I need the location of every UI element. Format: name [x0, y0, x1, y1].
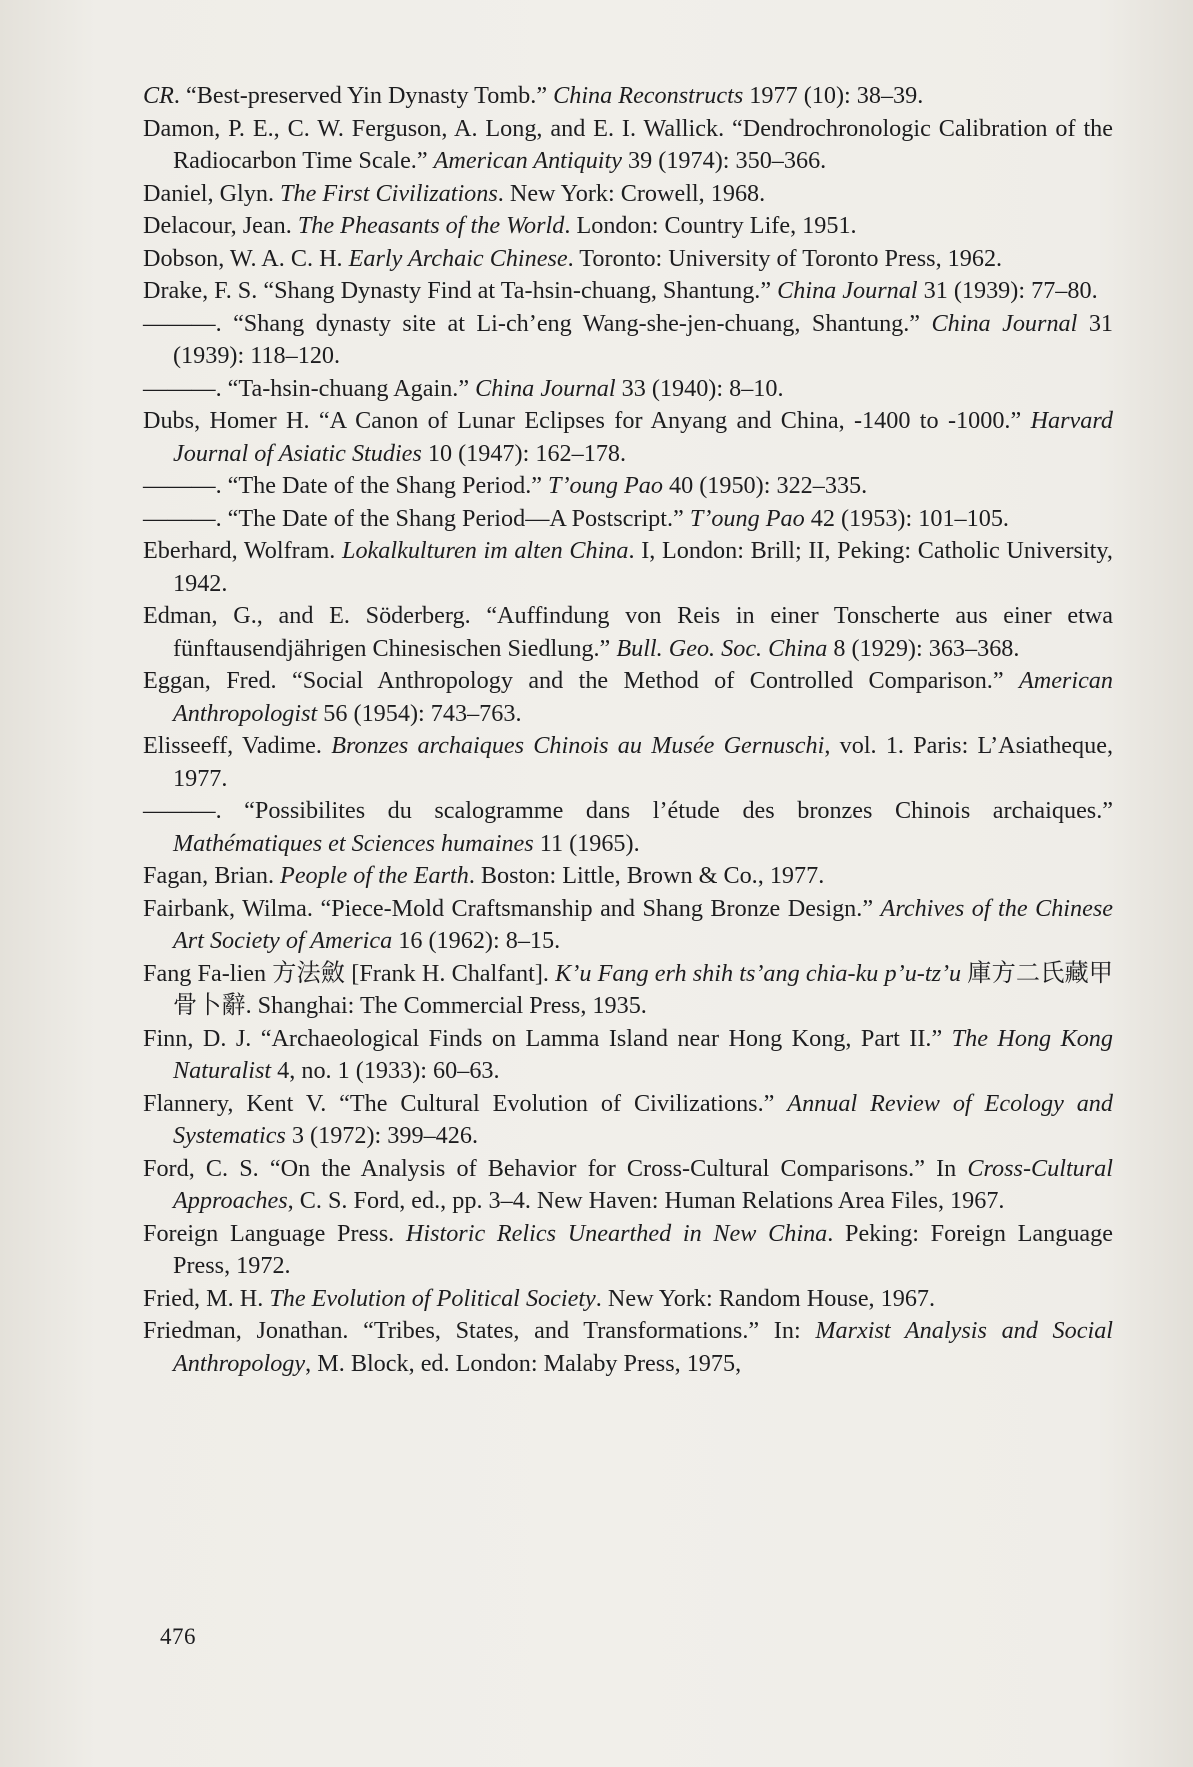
entry-text: 3 (1972): 399–426. [285, 1122, 479, 1149]
bibliography-entry [143, 1153, 1113, 1218]
entry-text: ———. “The Date of the Shang Period.” [143, 472, 549, 499]
bibliography-entry [143, 1315, 1113, 1380]
entry-text: Ford, C. S. “On the Analysis of Behavior for Cross-Cultural Comparisons.” In [143, 1154, 968, 1182]
entry-text: . Toronto: University of Toronto Press, 1962. [567, 244, 1003, 272]
bibliography-entry [143, 503, 1113, 536]
entry-text: ———. “The Date of the Shang Period—A Postscript.” [143, 504, 690, 532]
bibliography-entry [143, 1283, 1113, 1316]
entry-text: . New York: Crowell, 1968. [497, 179, 766, 207]
bibliography-entry [143, 1088, 1113, 1153]
bibliography-entry [143, 1218, 1113, 1283]
bibliography-entry [143, 210, 1113, 243]
entry-text: 39 (1974): 350–366. [621, 147, 827, 174]
entry-text: Foreign Language Press. [143, 1219, 406, 1247]
entry-text: Finn, D. J. “Archaeological Finds on Lamma Island near Hong Kong, Part II.” [143, 1024, 952, 1052]
entry-text: 8 (1929): 363–368. [827, 634, 1020, 662]
entry-text: ———. “Possibilites du scalogramme dans l’étude des bronzes Chinois archaiques.” [143, 797, 1113, 824]
page-number: 476 [160, 1624, 196, 1649]
bibliography-entry [143, 275, 1113, 308]
entry-text: . I, London: Brill; II, Peking: Catholic University, 1942. [173, 537, 1113, 597]
entry-text: 4, no. 1 (1933): 60–63. [271, 1057, 500, 1084]
entry-text: 1977 (10): 38–39. [743, 82, 924, 109]
entry-text: 10 (1947): 162–178. [421, 439, 627, 467]
entry-title-italic: The Hong Kong Naturalist [173, 1024, 1113, 1084]
bibliography-entry [143, 243, 1113, 276]
entry-text: Flannery, Kent V. “The Cultural Evolution of Civilizations.” [143, 1089, 788, 1117]
entry-title-italic: Harvard Journal of Asiatic Studies [173, 407, 1113, 467]
entry-title-italic: The First Civilizations [280, 179, 498, 207]
bibliography-entry [143, 535, 1113, 600]
entry-title-italic: Bull. Geo. Soc. China [616, 634, 828, 662]
entry-text: . New York: Random House, 1967. [595, 1284, 936, 1312]
entry-text: . Peking: Foreign Language Press, 1972. [173, 1219, 1114, 1279]
entry-text: . “Best-preserved Yin Dynasty Tomb.” [173, 82, 554, 109]
entry-text: Edman, G., and E. Söderberg. “Auffindung von Reis in einer Tonscherte aus einer etwa fünftausendjährigen Chinesischen Siedlung.” [143, 602, 1113, 662]
entry-text: Fang Fa-lien 方法斂 [Frank H. Chalfant]. [143, 959, 556, 987]
bibliography-entry [143, 730, 1113, 795]
entry-title-italic: Archives of the Chinese Art Society of America [173, 894, 1114, 954]
entry-title-italic: China Reconstructs [553, 82, 744, 109]
entry-text: Elisseeff, Vadime. [143, 732, 332, 759]
entry-text: 庫方二氏藏甲骨卜辭. Shanghai: The Commercial Press, 1935. [173, 959, 1113, 1019]
entry-text: 16 (1962): 8–15. [392, 927, 561, 954]
bibliography-entry [143, 665, 1113, 730]
entry-title-italic: Lokalkulturen im alten China [342, 537, 629, 564]
entry-text: Eggan, Fred. “Social Anthropology and the Method of Controlled Comparison.” [143, 667, 1019, 694]
bibliography-entry [143, 373, 1113, 406]
entry-text: Dobson, W. A. C. H. [143, 244, 349, 272]
entry-text: . London: Country Life, 1951. [564, 212, 857, 239]
bibliography-entry [143, 405, 1113, 470]
entry-title-italic: American Anthropologist [173, 667, 1113, 727]
entry-text: 56 (1954): 743–763. [317, 699, 522, 727]
bibliography-entry [143, 80, 1113, 113]
entry-title-italic: Cross-Cultural Approaches [173, 1154, 1113, 1214]
entry-title-italic: The Pheasants of the World [297, 212, 565, 239]
entry-title-italic: Mathématiques et Sciences humaines [173, 829, 534, 857]
entry-title-italic: Annual Review of Ecology and Systematics [173, 1089, 1113, 1149]
entry-text: 33 (1940): 8–10. [615, 374, 784, 402]
bibliography-entry [143, 958, 1113, 1023]
entry-text: , M. Block, ed. London: Malaby Press, 1975, [305, 1349, 742, 1377]
bibliography-entry [143, 893, 1113, 958]
bibliography-entry [143, 470, 1113, 503]
entry-text: , vol. 1. Paris: L’Asiatheque, 1977. [173, 732, 1113, 792]
bibliography-entry [143, 308, 1113, 373]
bibliography-list [143, 80, 1113, 1380]
bibliography-entry [143, 113, 1113, 178]
entry-title-italic: The Evolution of Political Society [269, 1284, 596, 1312]
entry-title-italic: T’oung Pao [548, 472, 663, 499]
entry-title-italic: Early Archaic Chinese [348, 244, 568, 272]
entry-text: Eberhard, Wolfram. [143, 537, 342, 564]
entry-text: Fagan, Brian. [143, 862, 281, 889]
entry-title-italic: Marxist Analysis and Social Anthropology [173, 1317, 1114, 1377]
entry-text: Dubs, Homer H. “A Canon of Lunar Eclipses for Anyang and China, -1400 to -1000.” [143, 407, 1031, 434]
entry-title-italic: People of the Earth [280, 862, 469, 889]
bibliography-entry [143, 600, 1113, 665]
entry-title-italic: China Journal [777, 277, 918, 304]
entry-text: , C. S. Ford, ed., pp. 3–4. New Haven: Human Relations Area Files, 1967. [287, 1187, 1005, 1214]
entry-title-italic: China Journal [931, 309, 1078, 337]
entry-title-italic: Bronzes archaiques Chinois au Musée Gernuschi [331, 732, 825, 759]
entry-text: Delacour, Jean. [143, 212, 298, 239]
entry-title-italic: American Antiquity [433, 147, 622, 174]
entry-text: Fried, M. H. [143, 1284, 270, 1312]
entry-title-italic: Historic Relics Unearthed in New China [405, 1219, 828, 1247]
entry-text: . Boston: Little, Brown & Co., 1977. [468, 862, 825, 889]
entry-title-italic: T’oung Pao [689, 504, 805, 532]
bibliography-entry [143, 860, 1113, 893]
entry-text: Friedman, Jonathan. “Tribes, States, and Transformations.” In: [143, 1317, 816, 1344]
entry-title-italic: K’u Fang erh shih ts’ang chia-ku p’u-tz’u [555, 959, 962, 987]
entry-title-italic: China Journal [475, 374, 616, 402]
entry-text: ———. “Ta-hsin-chuang Again.” [143, 374, 476, 402]
entry-text: Drake, F. S. “Shang Dynasty Find at Ta-hsin-chuang, Shantung.” [143, 277, 778, 304]
entry-text: ———. “Shang dynasty site at Li-ch’eng Wang-she-jen-chuang, Shantung.” [143, 309, 932, 337]
entry-text: 11 (1965). [533, 829, 640, 857]
entry-text: 40 (1950): 322–335. [662, 472, 868, 499]
entry-text: Damon, P. E., C. W. Ferguson, A. Long, and E. I. Wallick. “Dendrochronologic Calibration of the Radiocarbon Time Scale.” [143, 114, 1113, 174]
entry-title-italic: CR [143, 82, 174, 109]
entry-text: Fairbank, Wilma. “Piece-Mold Craftsmanship and Shang Bronze Design.” [143, 894, 881, 922]
bibliography-entry [143, 795, 1113, 860]
entry-text: 31 (1939): 77–80. [917, 277, 1098, 304]
entry-text: Daniel, Glyn. [143, 179, 281, 207]
bibliography-entry [143, 1023, 1113, 1088]
entry-text: 42 (1953): 101–105. [804, 504, 1009, 532]
entry-text: 31 (1939): 118–120. [173, 309, 1114, 369]
bibliography-entry [143, 178, 1113, 211]
